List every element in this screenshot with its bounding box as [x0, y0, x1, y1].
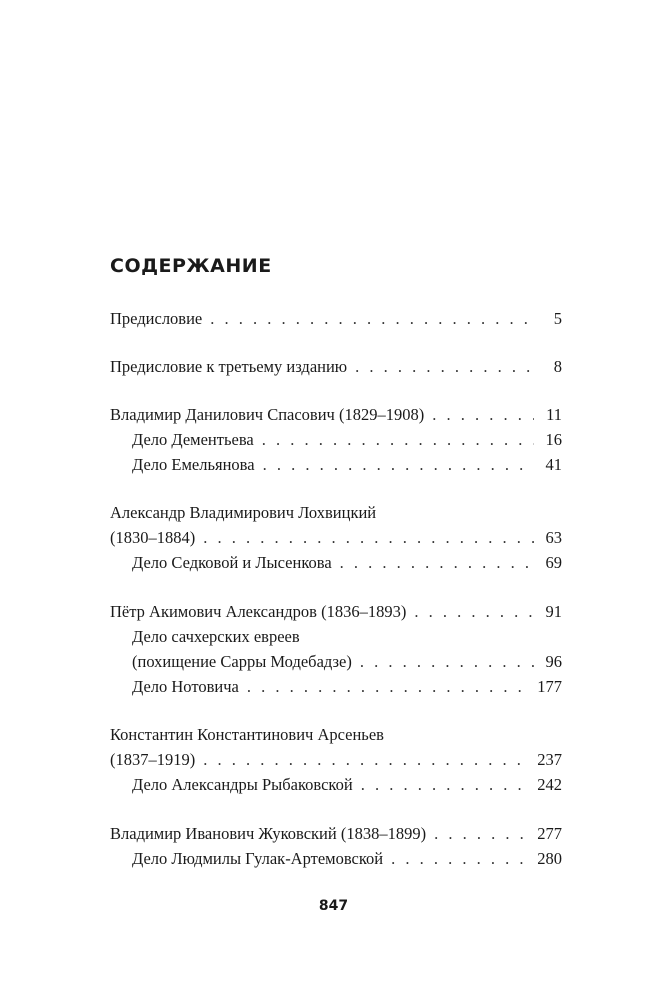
toc-entry-title: (1837–1919) [110, 750, 196, 769]
toc-page-number: 63 [545, 528, 562, 547]
toc-entry-aleksandrov[interactable] [110, 600, 562, 624]
toc-entry-title-line: Константин Константинович Арсеньев [110, 725, 384, 744]
toc-entry-lokhvitsky[interactable] [110, 526, 562, 550]
toc-page-number: 8 [553, 357, 562, 376]
leader-dots [361, 773, 532, 797]
toc-page-number: 69 [545, 553, 562, 572]
toc-page-number: 91 [545, 602, 562, 621]
toc-entry-spasovich[interactable] [110, 403, 562, 427]
leader-dots [360, 650, 534, 674]
toc-page-number: 41 [545, 455, 562, 474]
toc-entry-third-edition-preface[interactable] [110, 355, 562, 379]
page-heading: СОДЕРЖАНИЕ [110, 255, 272, 277]
toc-entry-title: Дело Людмилы Гулак-Артемовской [132, 849, 384, 868]
toc-subentry-dementiev[interactable] [132, 428, 562, 452]
toc-page-number: 237 [537, 750, 562, 769]
toc-subentry-sachkhere-jews[interactable] [132, 650, 562, 674]
page-number: 847 [318, 898, 349, 914]
toc-entry-title: Дело Емельянова [132, 455, 255, 474]
toc-entry-title: Дело Седковой и Лысенкова [132, 553, 332, 572]
toc-entry-title-line: Александр Владимирович Лохвицкий [110, 503, 377, 522]
toc-subentry-notovich[interactable] [132, 675, 562, 699]
leader-dots [355, 355, 534, 379]
toc-page-number: 277 [537, 824, 562, 843]
leader-dots [434, 822, 531, 846]
toc-subentry-gulak-artemovskaya[interactable] [132, 847, 562, 871]
toc-page-number: 5 [553, 309, 562, 328]
toc-entry-title: Предисловие [110, 309, 203, 328]
leader-dots [210, 307, 534, 331]
toc-entry-arseniev[interactable] [110, 748, 562, 772]
leader-dots [391, 847, 531, 871]
toc-page-number: 177 [537, 677, 562, 696]
toc-entry-title: Дело Нотовича [132, 677, 239, 696]
toc-subentry-emelyanov[interactable] [132, 453, 562, 477]
toc-entry-title: Пётр Акимович Александров (1836–1893) [110, 602, 407, 621]
toc-page-number: 16 [545, 430, 562, 449]
leader-dots [203, 526, 534, 550]
toc-entry-zhukovsky[interactable] [110, 822, 562, 846]
toc-entry-title: (похищение Сарры Модебадзе) [132, 652, 352, 671]
leader-dots [432, 403, 534, 427]
leader-dots [262, 428, 534, 452]
toc-entry-title: Владимир Данилович Спасович (1829–1908) [110, 405, 425, 424]
leader-dots [263, 453, 534, 477]
toc-entry-title: (1830–1884) [110, 528, 196, 547]
leader-dots [414, 600, 534, 624]
leader-dots [247, 675, 531, 699]
toc-subentry-sedkova-lysenkov[interactable] [132, 551, 562, 575]
toc-entry-title: Предисловие к третьему изданию [110, 357, 348, 376]
toc-page-number: 242 [537, 775, 562, 794]
leader-dots [340, 551, 534, 575]
toc-page-number: 96 [545, 652, 562, 671]
toc-entry-title: Владимир Иванович Жуковский (1838–1899) [110, 824, 427, 843]
toc-entry-title-line: Дело сачхерских евреев [132, 627, 300, 646]
toc-subentry-rybakovskaya[interactable] [132, 773, 562, 797]
leader-dots [203, 748, 531, 772]
toc-page-number: 280 [537, 849, 562, 868]
toc-entry-title: Дело Дементьева [132, 430, 254, 449]
toc-page-number: 11 [546, 405, 562, 424]
toc-entry-preface[interactable] [110, 307, 562, 331]
toc-entry-title: Дело Александры Рыбаковской [132, 775, 353, 794]
